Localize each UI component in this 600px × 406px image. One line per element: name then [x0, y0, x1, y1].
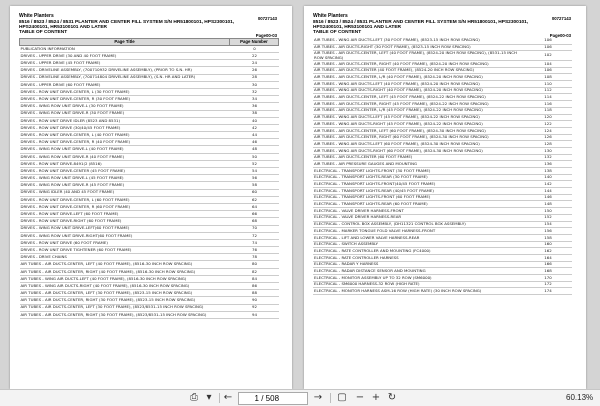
toc-row[interactable] — [313, 188, 572, 195]
toc-entry-page-number: 78 — [230, 254, 279, 261]
toc-entry-title: AIR TUBES - AIR DUCTS-CENTER, LEFT (45 FOOT FRAME), (8524-22 INCH ROW SPACING) — [313, 94, 523, 101]
toc-entry-page-number: 90 — [230, 297, 279, 304]
toc-entry-page-number: 120 — [523, 114, 572, 121]
document-title-line2: HPS2400101, HR53100101 AND LATER — [19, 25, 107, 30]
toc-row[interactable] — [313, 275, 572, 282]
toc-entry-page-number: 160 — [523, 241, 572, 248]
toolbar-divider — [330, 393, 331, 403]
toc-entry-title: ELECTRICAL - SWITCH ASSEMBLY — [313, 241, 523, 248]
toc-row[interactable] — [20, 239, 279, 246]
toc-entry-title: DRIVES - WING ROW UNIT DRIVE-RIGHT(60 FOOT FRAME) — [20, 232, 230, 239]
toc-row[interactable] — [313, 194, 572, 201]
toc-row[interactable] — [20, 225, 279, 232]
toc-entry-page-number: 64 — [230, 203, 279, 210]
toc-entry-title: AIR TUBES - WING AIR DUCTS-LEFT (60 FOOT FRAME), (8524-30 INCH ROW SPACING) — [313, 141, 523, 148]
toc-entry-page-number: 124 — [523, 127, 572, 134]
toc-entry-page-number: 148 — [523, 201, 572, 208]
toc-entry-title: AIR TUBES - WING AIR DUCTS-LEFT (30 FOOT FRAME), (8523-15 INCH ROW SPACING) — [313, 38, 523, 44]
viewer-toolbar — [0, 389, 600, 406]
toc-row[interactable] — [20, 304, 279, 311]
toc-entry-title: DRIVES - ROW UNIT DRIVE-LEFT (60 FOOT FRAME) — [20, 211, 230, 218]
toc-entry-title: DRIVES - ROW UNIT DRIVE-CENTER, L (40 FOOT FRAME) — [20, 132, 230, 139]
toc-entry-page-number: 36 — [230, 103, 279, 110]
toc-entry-page-number: 82 — [230, 268, 279, 275]
document-code: 00727143 — [257, 16, 277, 21]
toc-entry-page-number: 38 — [230, 110, 279, 117]
toc-entry-title: AIR TUBES - AIR DUCTS-CENTER, LEFT (30 FOOT FRAME), (8523/8531-15 INCH ROW SPACING) — [20, 304, 230, 311]
toc-entry-title: DRIVES - WING ROW UNIT DRIVE-L (45 FOOT FRAME) — [20, 175, 230, 182]
toc-entry-page-number: 44 — [230, 132, 279, 139]
toc-entry-page-number: 150 — [523, 208, 572, 215]
toc-body-right — [313, 38, 572, 295]
toc-row[interactable] — [20, 203, 279, 210]
toc-entry-page-number: 62 — [230, 196, 279, 203]
print-icon[interactable]: ⎙ — [190, 392, 198, 403]
toc-entry-title: AIR TUBES - AIR DUCTS-CENTER, LEFT (30 FOOT FRAME), (8523-15 INCH ROW SPACING) — [20, 290, 230, 297]
toc-entry-page-number: 40 — [230, 117, 279, 124]
toc-entry-title: AIR TUBES - AIR DUCTS-CENTER (60 FOOT FRAME) — [313, 154, 523, 161]
toc-entry-title: DRIVES - UPPER DRIVE (60 FOOT FRAME) — [20, 81, 230, 88]
toc-row[interactable] — [313, 181, 572, 188]
toc-entry-title: ELECTRICAL - SM6000 HARNESS-32 ROW (HIGH RATE) — [313, 281, 523, 288]
brand-name: White Planters — [19, 13, 54, 19]
toc-entry-page-number: 108 — [523, 74, 572, 81]
toc-row[interactable] — [313, 201, 572, 208]
toc-row[interactable] — [20, 88, 279, 95]
toc-row[interactable] — [20, 153, 279, 160]
toc-entry-title: AIR TUBES - AIR DUCTS-CENTER, RIGHT (30 FOOT FRAME), (8523-15 INCH ROW SPACING) — [20, 297, 230, 304]
toc-entry-title: ELECTRICAL - CONTROL BOX ASSEMBLY, (DH11321 CONTROL BOX ASSEMBLY) — [313, 221, 523, 228]
toc-row[interactable] — [313, 51, 572, 61]
toc-entry-title: DRIVES - ROW UNIT DRIVE IDLER (8523 AND 8531) — [20, 117, 230, 124]
toc-row[interactable] — [20, 81, 279, 88]
toc-entry-page-number: 46 — [230, 139, 279, 146]
toc-entry-page-number: 136 — [523, 161, 572, 168]
toc-entry-title: AIR TUBES - AIR DUCTS-CENTER, RIGHT (30 FOOT FRAME), (8523/8531-15 INCH ROW SPACING) — [20, 311, 230, 318]
toc-entry-title: DRIVES - UPPER DRIVE (45 FOOT FRAME) — [20, 60, 230, 67]
toc-entry-page-number: 118 — [523, 107, 572, 114]
prev-page-icon[interactable]: ← — [223, 392, 233, 403]
toc-entry-title: DRIVES - ROW UNIT DRIVE-CENTER, L (60 FOOT FRAME) — [20, 196, 230, 203]
toc-entry-page-number: 50 — [230, 153, 279, 160]
column-header-page-number: Page Number — [230, 38, 279, 45]
toc-row[interactable] — [313, 134, 572, 141]
toc-entry-title: DRIVES - WING ROW UNIT DRIVE-LEFT(60 FOOT FRAME) — [20, 225, 230, 232]
toc-row[interactable] — [20, 311, 279, 318]
toc-entry-title: AIR TUBES - AIR DUCTS-CENTER, LEFT (60 FOOT FRAME), (8524-30 INCH ROW SPACING) — [313, 127, 523, 134]
toc-table-left — [19, 38, 279, 319]
toc-row[interactable] — [313, 281, 572, 288]
toc-entry-page-number: 142 — [523, 181, 572, 188]
toc-entry-page-number: 132 — [523, 154, 572, 161]
toc-entry-page-number: 94 — [230, 311, 279, 318]
toc-entry-title: AIR TUBES - AIR DUCTS-CENTER, LEFT (40 FOOT FRAME), (8524-20 INCH ROW SPACING), (8531-15 INCH ROW SPACING) — [313, 51, 523, 61]
toc-entry-title: AIR TUBES - WING AIR DUCTS-RIGHT (45 FOOT FRAME), (8524-22 INCH ROW SPACING) — [313, 121, 523, 128]
toc-row[interactable] — [313, 214, 572, 221]
toc-row[interactable] — [313, 74, 572, 81]
toc-row[interactable] — [20, 110, 279, 117]
toc-row[interactable] — [313, 147, 572, 154]
next-page-icon[interactable]: → — [313, 392, 323, 403]
toc-entry-title: DRIVES - ROW UNIT DRIVE-CENTER, R (60 FOOT FRAME) — [20, 203, 230, 210]
toc-entry-page-number: 172 — [523, 281, 572, 288]
toc-row[interactable] — [20, 168, 279, 175]
toc-row[interactable] — [20, 45, 279, 52]
toc-entry-title: DRIVES - DRIVE CHAINS — [20, 254, 230, 261]
toc-entry-page-number: 122 — [523, 121, 572, 128]
toc-entry-page-number: 174 — [523, 288, 572, 295]
toc-entry-title: AIR TUBES - WING AIR DUCTS-RIGHT (40 FOOT FRAME), (8516-30 INCH ROW SPACING) — [20, 283, 230, 290]
toc-entry-page-number: 170 — [523, 275, 572, 282]
toc-row[interactable] — [20, 218, 279, 225]
toc-entry-page-number: 58 — [230, 182, 279, 189]
toc-entry-page-number: 152 — [523, 214, 572, 221]
toc-entry-page-number: 156 — [523, 228, 572, 235]
toc-row[interactable] — [313, 254, 572, 261]
toc-row[interactable] — [313, 141, 572, 148]
toc-entry-title: ELECTRICAL - RADAR DISTANCE SENSOR AND MOUNTING — [313, 268, 523, 275]
toc-row[interactable] — [20, 189, 279, 196]
toc-row[interactable] — [313, 234, 572, 241]
toc-entry-page-number: 112 — [523, 87, 572, 94]
toc-entry-page-number: 126 — [523, 134, 572, 141]
toc-entry-title: ELECTRICAL - TRANSPORT LIGHTS-REAR (30 FOOT FRAME) — [313, 174, 523, 181]
toc-entry-title: AIR TUBES - WING AIR DUCTS-RIGHT (60 FOOT FRAME), (8524-30 INCH ROW SPACING) — [313, 147, 523, 154]
toc-row[interactable] — [20, 211, 279, 218]
toc-entry-page-number: 86 — [230, 283, 279, 290]
toc-row[interactable] — [20, 74, 279, 81]
toc-row[interactable] — [20, 275, 279, 282]
toc-entry-title: AIR TUBES - AIR DUCTS-CENTER, L/R (45 FOOT FRAME), (8524-22 INCH ROW SPACING) — [313, 107, 523, 114]
page-label: Page00-03 — [549, 33, 571, 38]
toc-entry-page-number: 138 — [523, 168, 572, 175]
toc-entry-title: DRIVES - UPPER DRIVE (30 AND 40 FOOT FRAME) — [20, 53, 230, 60]
toc-header-row — [20, 38, 279, 45]
toc-row[interactable] — [20, 103, 279, 110]
toc-row[interactable] — [20, 196, 279, 203]
toc-entry-title: DRIVES - ROW UNIT DRIVE-CENTER, R (30 FOOT FRAME) — [20, 96, 230, 103]
save-icon[interactable]: ▾ — [206, 392, 212, 403]
toc-row[interactable] — [20, 96, 279, 103]
document-title-line2: HPS2400101, HR53100101 AND LATER — [313, 25, 401, 30]
toc-body-left — [20, 45, 279, 318]
toc-entry-title: ELECTRICAL - RATE CONTROLLER AND MOUNTING (FC4000) — [313, 248, 523, 255]
toc-entry-title: AIR TUBES - AIR DUCTS-CENTER (40 FOOT FRAME), (8524-20 INCH ROW SPACING) — [313, 67, 523, 74]
toc-entry-title: ELECTRICAL - TRANSPORT LIGHTS-FRONT (30 FOOT FRAME) — [313, 168, 523, 175]
document-title-line1: 8516 / 8523 / 8524 / 8531 PLANTER AND CENTER FILL SYSTEM S/N HR51800101, HPS2300101, — [313, 19, 529, 25]
zoom-in-icon[interactable]: + — [371, 392, 381, 403]
toc-row[interactable] — [313, 261, 572, 268]
toc-entry-page-number: 166 — [523, 261, 572, 268]
toc-row[interactable] — [313, 121, 572, 128]
toc-row[interactable] — [20, 146, 279, 153]
toc-row[interactable] — [313, 94, 572, 101]
toc-entry-title: AIR TUBES - AIR DUCTS-CENTER, RIGHT (45 FOOT FRAME), (8524-22 INCH ROW SPACING) — [313, 101, 523, 108]
document-code: 00727143 — [551, 16, 571, 21]
toc-entry-page-number: 42 — [230, 124, 279, 131]
toc-entry-title: AIR TUBES - AIR PRESSURE GAUGES AND MOUNTING — [313, 161, 523, 168]
rotate-icon[interactable]: ↻ — [387, 392, 397, 403]
toc-entry-page-number: 164 — [523, 254, 572, 261]
toc-entry-title: ELECTRICAL - VALVE DRIVER HARNESS-FRONT — [313, 208, 523, 215]
toc-entry-page-number: 146 — [523, 194, 572, 201]
toc-entry-page-number: 144 — [523, 188, 572, 195]
toc-entry-title: ELECTRICAL - VALVE DRIVER HARNESS-REAR — [313, 214, 523, 221]
toc-row[interactable] — [313, 208, 572, 215]
toc-entry-page-number: 56 — [230, 175, 279, 182]
toc-entry-title: ELECTRICAL - MARKER TONGUE FOLD VALVE HARNESS-FRONT — [313, 228, 523, 235]
section-title: TABLE OF CONTENT — [19, 30, 68, 36]
toc-entry-title: DRIVES - WING ROW UNIT DRIVE-L (40 FOOT FRAME) — [20, 146, 230, 153]
toc-row[interactable] — [20, 268, 279, 275]
toc-entry-title: DRIVES - ROW UNIT DRIVE-CENTER (45 FOOT FRAME) — [20, 168, 230, 175]
toolbar-divider — [219, 393, 220, 403]
toc-entry-title: DRIVES - DRIVELINE ASSEMBLY, (700710932 DRIVELINE ASSEMBLY), (PRIOR TO S.N. HR) — [20, 67, 230, 74]
toc-entry-title: ELECTRICAL - MONITOR ASSEMBLY UP TO 32 ROW (SM6000) — [313, 275, 523, 282]
toc-entry-title: DRIVES - ROW UNIT DRIVE (30/40/45 FOOT FRAME) — [20, 124, 230, 131]
toc-entry-page-number: 84 — [230, 275, 279, 282]
toc-row[interactable] — [313, 87, 572, 94]
column-header-title: Page Title — [20, 38, 230, 45]
page-number-input[interactable] — [241, 394, 259, 403]
toc-entry-title: DRIVES - ROW UNIT DRIVE-RIGHT (60 FOOT FRAME) — [20, 218, 230, 225]
toc-entry-title: DRIVES - WING ROW UNIT DRIVE-R (30 FOOT FRAME) — [20, 110, 230, 117]
toc-row[interactable] — [313, 248, 572, 255]
toc-entry-page-number: 168 — [523, 268, 572, 275]
toc-row[interactable] — [20, 53, 279, 60]
toc-entry-page-number: 116 — [523, 101, 572, 108]
zoom-level[interactable]: 60.13% — [566, 393, 594, 402]
toc-row[interactable] — [313, 81, 572, 88]
toc-entry-title: DRIVES - WING IDLER (40 AND 45 FOOT FRAME) — [20, 189, 230, 196]
toc-row[interactable] — [20, 290, 279, 297]
page-header — [313, 14, 586, 36]
toc-row[interactable] — [20, 60, 279, 67]
toc-row[interactable] — [313, 101, 572, 108]
toc-entry-title: ELECTRICAL - RADAR Y HARNESS — [313, 261, 523, 268]
page-label: Page00-03 — [255, 33, 277, 38]
toc-entry-title: PUBLICATION INFORMATION — [20, 45, 230, 52]
toc-entry-page-number: 92 — [230, 304, 279, 311]
toc-row[interactable] — [313, 107, 572, 114]
toc-row[interactable] — [313, 168, 572, 175]
toc-entry-page-number: 106 — [523, 67, 572, 74]
toc-row[interactable] — [20, 283, 279, 290]
toc-entry-title: AIR TUBES - AIR DUCTS-CENTER, L/R (40 FOOT FRAME), (8524-20 INCH ROW SPACING) — [313, 74, 523, 81]
toc-entry-page-number: 158 — [523, 234, 572, 241]
toc-entry-page-number: 26 — [230, 67, 279, 74]
toc-row[interactable] — [20, 261, 279, 268]
toc-row[interactable] — [20, 132, 279, 139]
toc-entry-title: DRIVES - WING ROW UNIT DRIVE-R (45 FOOT FRAME) — [20, 182, 230, 189]
toc-entry-title: AIR TUBES - AIR DUCTS-CENTER, LEFT (40 FOOT FRAME), (8516-30 INCH ROW SPACING) — [20, 261, 230, 268]
toc-entry-title: ELECTRICAL - TRANSPORT LIGHTS-FRONT (60 FOOT FRAME) — [313, 194, 523, 201]
toc-entry-page-number: 102 — [523, 51, 572, 61]
toc-entry-page-number: 80 — [230, 261, 279, 268]
toc-entry-title: ELECTRICAL - TRANSPORT LIGHTS-REAR (40/45 FOOT FRAME) — [313, 188, 523, 195]
toc-row[interactable] — [20, 297, 279, 304]
toc-entry-page-number: 70 — [230, 225, 279, 232]
total-pages-label: / 508 — [261, 394, 280, 403]
toc-entry-title: ELECTRICAL - LIFT AND LOWER VALVE HARNESS-REAR — [313, 234, 523, 241]
toc-entry-page-number: 28 — [230, 74, 279, 81]
toc-row[interactable] — [313, 174, 572, 181]
toc-entry-title: ELECTRICAL - TRANSPORT LIGHTS-FRONT(40/45 FOOT FRAME) — [313, 181, 523, 188]
page-navigator — [238, 392, 308, 405]
toc-row[interactable] — [20, 117, 279, 124]
toc-entry-title: ELECTRICAL - MONITOR HARNESS ASM-16 ROW (HIGH RATE) (30 INCH ROW SPACING) — [313, 288, 523, 295]
toc-entry-title: AIR TUBES - AIR DUCTS-RIGHT (30 FOOT FRAME), (8523-15 INCH ROW SPACING) — [313, 44, 523, 51]
toc-row[interactable] — [20, 254, 279, 261]
toc-entry-page-number: 34 — [230, 96, 279, 103]
toc-entry-page-number: 114 — [523, 94, 572, 101]
toc-entry-page-number: 66 — [230, 211, 279, 218]
toc-table-right — [313, 38, 572, 295]
toc-entry-title: AIR TUBES - AIR DUCTS-CENTER, RIGHT (40 FOOT FRAME), (8524-20 INCH ROW SPACING) — [313, 61, 523, 68]
toc-entry-title: AIR TUBES - WING AIR DUCTS-LEFT (40 FOOT FRAME), (8516-30 INCH ROW SPACING) — [20, 275, 230, 282]
toc-row[interactable] — [313, 228, 572, 235]
section-title: TABLE OF CONTENT — [313, 30, 362, 36]
toc-row[interactable] — [20, 160, 279, 167]
toc-entry-title: DRIVES - ROW UNIT DRIVE TIGHTENER (60 FOOT FRAME) — [20, 247, 230, 254]
toc-entry-page-number: 106 — [523, 44, 572, 51]
toc-entry-title: DRIVES - WING ROW UNIT DRIVE-L (30 FOOT FRAME) — [20, 103, 230, 110]
document-title-line1: 8516 / 8523 / 8524 / 8531 PLANTER AND CENTER FILL SYSTEM S/N HR51800101, HPS2300101, — [19, 19, 235, 25]
toc-entry-page-number: 72 — [230, 232, 279, 239]
page-header — [19, 14, 292, 36]
toc-entry-title: AIR TUBES - WING AIR DUCTS-RIGHT (40 FOOT FRAME), (8524-20 INCH ROW SPACING) — [313, 87, 523, 94]
toc-entry-title: AIR TUBES - AIR DUCTS-CENTER, RIGHT (60 FOOT FRAME), (8524-30 INCH ROW SPACING) — [313, 134, 523, 141]
toc-row[interactable] — [20, 232, 279, 239]
toc-entry-page-number: 128 — [523, 141, 572, 148]
toc-entry-title: ELECTRICAL - TRANSPORT LIGHTS-REAR (60 FOOT FRAME) — [313, 201, 523, 208]
toc-row[interactable] — [313, 221, 572, 228]
toc-entry-page-number: 162 — [523, 248, 572, 255]
toc-row[interactable] — [313, 67, 572, 74]
toc-entry-page-number: 130 — [523, 147, 572, 154]
toc-entry-page-number: 32 — [230, 88, 279, 95]
toc-entry-title: DRIVES - ROW UNIT DRIVE-8491(2 (8516) — [20, 160, 230, 167]
toc-entry-page-number: 106 — [523, 38, 572, 44]
toc-entry-title: DRIVES - ROW UNIT DRIVE-CENTER, R (40 FOOT FRAME) — [20, 139, 230, 146]
toc-entry-title: DRIVES - WING ROW UNIT DRIVE-R (40 FOOT FRAME) — [20, 153, 230, 160]
toc-entry-title: DRIVES - ROW UNIT DRIVE-CENTER, L (30 FOOT FRAME) — [20, 88, 230, 95]
toc-entry-page-number: 48 — [230, 146, 279, 153]
toc-entry-title: ELECTRICAL - RATE CONTROLLER HARNESS — [313, 254, 523, 261]
toc-row[interactable] — [313, 268, 572, 275]
toc-row[interactable] — [313, 114, 572, 121]
toc-row[interactable] — [313, 127, 572, 134]
toc-row[interactable] — [20, 247, 279, 254]
toc-row[interactable] — [313, 161, 572, 168]
brand-name: White Planters — [313, 13, 348, 19]
document-page-left — [10, 6, 292, 389]
toc-entry-page-number: 154 — [523, 221, 572, 228]
toc-row[interactable] — [313, 288, 572, 295]
toc-row[interactable] — [313, 154, 572, 161]
toc-row[interactable] — [20, 124, 279, 131]
toc-entry-page-number: 110 — [523, 81, 572, 88]
toc-entry-page-number: 74 — [230, 239, 279, 246]
toc-entry-page-number: 30 — [230, 81, 279, 88]
toc-entry-page-number: 22 — [230, 53, 279, 60]
toc-entry-page-number: 140 — [523, 174, 572, 181]
toc-row[interactable] — [20, 175, 279, 182]
toc-entry-page-number: 68 — [230, 218, 279, 225]
document-page-right — [304, 6, 586, 389]
toc-entry-title: AIR TUBES - AIR DUCTS-CENTER, RIGHT (40 FOOT FRAME), (8516-30 INCH ROW SPACING) — [20, 268, 230, 275]
toc-entry-page-number: 24 — [230, 60, 279, 67]
toc-row[interactable] — [20, 139, 279, 146]
toc-row[interactable] — [313, 61, 572, 68]
toc-entry-page-number: 0 — [230, 45, 279, 52]
toc-row[interactable] — [313, 241, 572, 248]
toc-entry-page-number: 52 — [230, 160, 279, 167]
toc-entry-title: DRIVES - DRIVELINE ASSEMBLY, (700714804 DRIVELINE ASSEMBLY), (S.N. HR AND LATER) — [20, 74, 230, 81]
toc-entry-page-number: 76 — [230, 247, 279, 254]
zoom-out-icon[interactable]: − — [355, 392, 365, 403]
toc-entry-page-number: 104 — [523, 61, 572, 68]
toc-entry-title: AIR TUBES - WING AIR DUCTS-LEFT (40 FOOT FRAME), (8524-20 INCH ROW SPACING) — [313, 81, 523, 88]
toc-entry-page-number: 88 — [230, 290, 279, 297]
toc-row[interactable] — [20, 67, 279, 74]
toc-entry-page-number: 54 — [230, 168, 279, 175]
fit-page-icon[interactable]: ▢ — [337, 392, 347, 403]
toc-entry-page-number: 60 — [230, 189, 279, 196]
toc-entry-title: AIR TUBES - WING AIR DUCTS-LEFT (45 FOOT FRAME), (8524-22 INCH ROW SPACING) — [313, 114, 523, 121]
toc-row[interactable] — [20, 182, 279, 189]
toc-entry-title: DRIVES - ROW UNIT DRIVE (60 FOOT FRAME) — [20, 239, 230, 246]
